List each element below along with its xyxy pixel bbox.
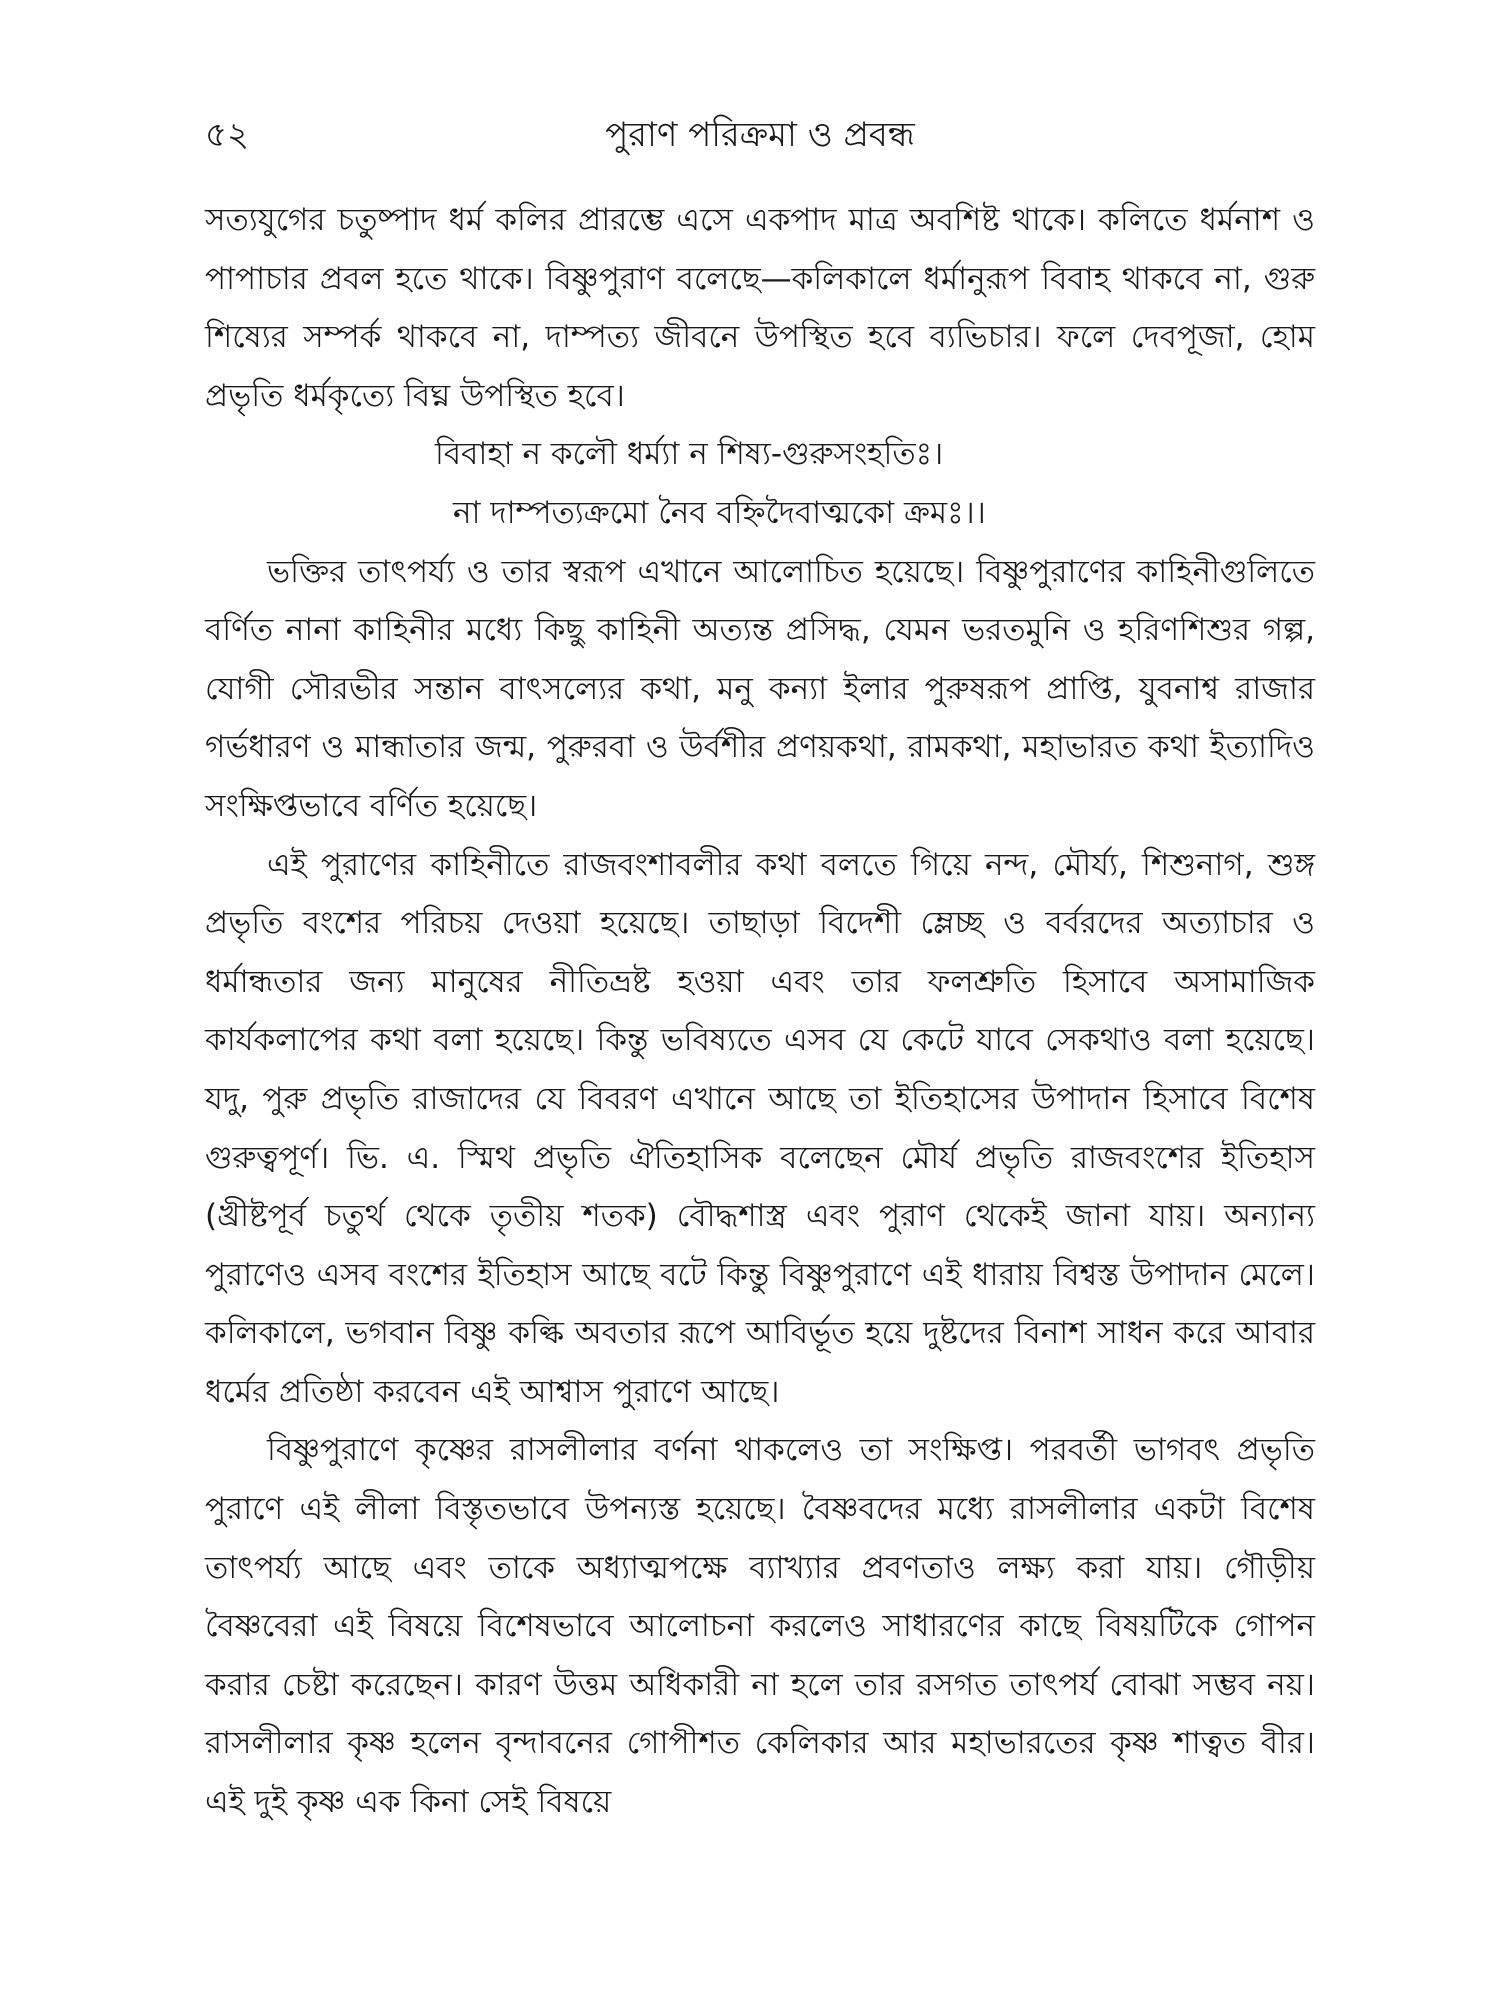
page-header xyxy=(205,105,1315,165)
paragraph-3: এই পুরাণের কাহিনীতে রাজবংশাবলীর কথা বলতে গিয়ে নন্দ, মৌর্য্য, শিশুনাগ, শুঙ্গ প্রভৃতি বংশের পরিচয় দেওয়া হয়েছে। তাছাড়া বিদেশী ম্লেচ্ছ ও বর্বরদের অত্যাচার ও ধর্মান্ধতার জন্য মানুষের নীতিভ্রষ্ট হওয়া এবং তার ফলশ্রুতি হিসাবে অসামাজিক কার্যকলাপের কথা বলা হয়েছে। কিন্তু ভবিষ্যতে এসব যে কেটে যাবে সেকথাও বলা হয়েছে। যদু, পুরু প্রভৃতি রাজাদের যে বিবরণ এখানে আছে তা ইতিহাসের উপাদান হিসাবে বিশেষ গুরুত্বপূর্ণ। ভি. এ. স্মিথ প্রভৃতি ঐতিহাসিক বলেছেন মৌর্য প্রভৃতি রাজবংশের ইতিহাস (খ্রীষ্টপূর্ব চতুর্থ থেকে তৃতীয় শতক) বৌদ্ধশাস্ত্র এবং পুরাণ থেকেই জানা যায়। অন্যান্য পুরাণেও এসব বংশের ইতিহাস আছে বটে কিন্তু বিষ্ণুপুরাণে এই ধারায় বিশ্বস্ত উপাদান মেলে। কলিকালে, ভগবান বিষ্ণু কল্কি অবতার রূপে আবির্ভূত হয়ে দুষ্টদের বিনাশ সাধন করে আবার ধর্মের প্রতিষ্ঠা করবেন এই আশ্বাস পুরাণে আছে। xyxy=(205,846,1315,1410)
book-page xyxy=(205,105,1315,1965)
page-number: ৫২ xyxy=(205,115,250,155)
paragraph-4: বিষ্ণুপুরাণে কৃষ্ণের রাসলীলার বর্ণনা থাকলেও তা সংক্ষিপ্ত। পরবর্তী ভাগবৎ প্রভৃতি পুরাণে এই লীলা বিস্তৃতভাবে উপন্যস্ত হয়েছে। বৈষ্ণবদের মধ্যে রাসলীলার একটা বিশেষ তাৎপর্য্য আছে এবং তাকে অধ্যাত্মপক্ষে ব্যাখ্যার প্রবণতাও লক্ষ্য করা যায়। গৌড়ীয় বৈষ্ণবেরা এই বিষয়ে বিশেষভাবে আলোচনা করলেও সাধারণের কাছে বিষয়টিকে গোপন করার চেষ্টা করেছেন। কারণ উত্তম অধিকারী না হলে তার রসগত তাৎপর্য বোঝা সম্ভব নয়। রাসলীলার কৃষ্ণ হলেন বৃন্দাবনের গোপীশত কেলিকার আর মহাভারতের কৃষ্ণ শাত্বত বীর। এই দুই কৃষ্ণ এক কিনা সেই বিষয়ে xyxy=(205,1432,1315,1821)
running-title: পুরাণ পরিক্রমা ও প্রবন্ধ xyxy=(605,115,915,155)
verse-line-1: বিবাহা ন কলৌ ধর্ম্যা ন শিষ্য-গুরুসংহতিঃ। xyxy=(435,436,944,473)
sanskrit-verse xyxy=(205,425,1315,542)
paragraph-1: সত্যযুগের চতুষ্পাদ ধর্ম কলির প্রারম্ভে এসে একপাদ মাত্র অবশিষ্ট থাকে। কলিতে ধর্মনাশ ও পাপাচার প্রবল হতে থাকে। বিষ্ণুপুরাণ বলেছে—কলিকালে ধর্মানুরূপ বিবাহ থাকবে না, গুরু শিষ্যের সম্পর্ক থাকবে না, দাম্পত্য জীবনে উপস্থিত হবে ব্যভিচার। ফলে দেবপূজা, হোম প্রভৃতি ধর্মকৃত্যে বিঘ্ন উপস্থিত হবে। xyxy=(205,202,1315,414)
body-text xyxy=(205,191,1315,1832)
verse-line-2: না দাম্পত্যক্রমো নৈব বহ্নিদৈবাত্মকো ক্রমঃ।। xyxy=(453,494,986,531)
paragraph-2: ভক্তির তাৎপর্য্য ও তার স্বরূপ এখানে আলোচিত হয়েছে। বিষ্ণুপুরাণের কাহিনীগুলিতে বর্ণিত নানা কাহিনীর মধ্যে কিছু কাহিনী অত্যন্ত প্রসিদ্ধ, যেমন ভরতমুনি ও হরিণশিশুর গল্প, যোগী সৌরভীর সন্তান বাৎসল্যের কথা, মনু কন্যা ইলার পুরুষরূপ প্রাপ্তি, যুবনাশ্ব রাজার গর্ভধারণ ও মান্ধাতার জন্ম, পুরুরবা ও উর্বশীর প্রণয়কথা, রামকথা, মহাভারত কথা ইত্যাদিও সংক্ষিপ্তভাবে বর্ণিত হয়েছে। xyxy=(205,553,1315,824)
